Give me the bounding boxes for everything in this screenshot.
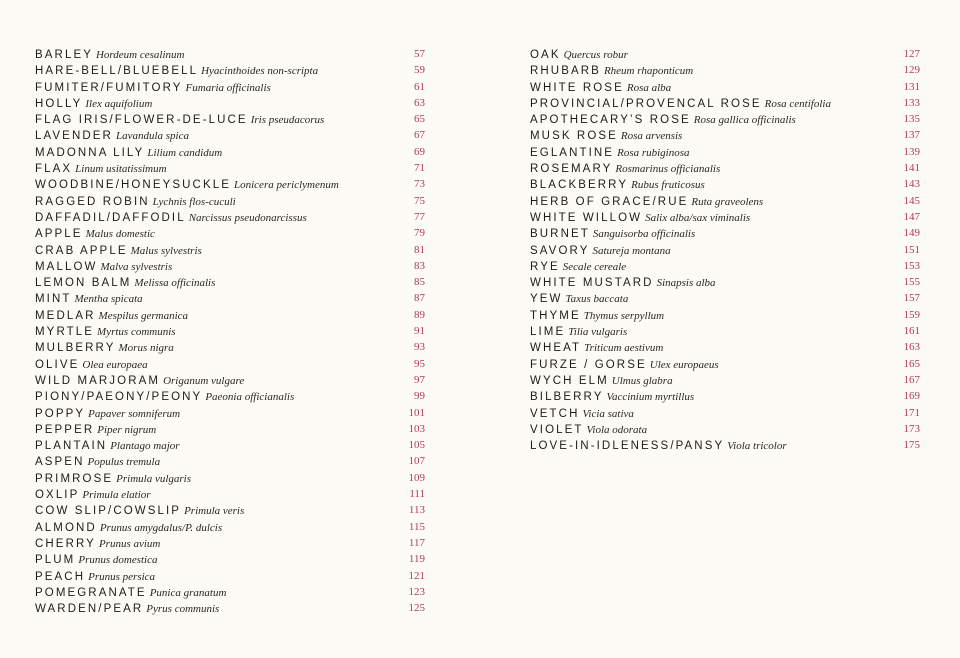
page-number: 147 (903, 210, 920, 223)
plant-latin-name: Punica granatum (149, 586, 227, 599)
contents-entry (35, 437, 425, 453)
plant-latin-name: Morus nigra (118, 342, 174, 355)
plant-latin-name: Iris pseudacorus (250, 114, 325, 127)
plant-latin-name: Plantago major (110, 440, 180, 453)
plant-latin-name: Primula veris (184, 505, 245, 518)
plant-common-name: WHITE WILLOW (530, 211, 643, 224)
contents-entry (530, 274, 920, 290)
plant-common-name: PEPPER (35, 423, 95, 436)
contents-entry (35, 519, 425, 535)
plant-latin-name: Papaver somniferum (88, 407, 181, 420)
contents-entry (530, 372, 920, 388)
plant-latin-name: Sanguisorba officinalis (592, 228, 696, 241)
contents-entry (35, 176, 425, 192)
page-number: 119 (408, 553, 425, 566)
contents-entry (35, 290, 425, 306)
plant-latin-name: Rosa rubiginosa (617, 146, 690, 159)
contents-column-right (530, 46, 920, 453)
contents-entry (35, 356, 425, 372)
plant-latin-name: Malus domestic (85, 228, 155, 241)
page-number: 57 (414, 48, 425, 60)
page-number: 159 (903, 308, 920, 321)
page-number: 85 (414, 276, 425, 289)
page-number: 135 (903, 113, 920, 126)
contents-column-left (35, 46, 425, 616)
plant-latin-name: Prunus amygdalus/P. dulcis (99, 521, 223, 534)
contents-entry (35, 339, 425, 355)
plant-common-name: ROSEMARY (530, 163, 613, 176)
plant-latin-name: Rosa alba (626, 81, 672, 94)
plant-common-name: ASPEN (35, 456, 85, 469)
page-number: 81 (414, 243, 425, 256)
contents-entry (35, 535, 425, 551)
contents-entry (530, 209, 920, 225)
plant-common-name: COW SLIP/COWSLIP (35, 505, 182, 518)
page-number: 169 (903, 390, 920, 403)
plant-common-name: OAK (530, 49, 561, 61)
plant-latin-name: Lilium candidum (147, 146, 223, 159)
page-number: 125 (408, 602, 425, 615)
page-number: 91 (414, 325, 425, 338)
contents-entry (530, 421, 920, 437)
plant-common-name: POMEGRANATE (35, 586, 147, 599)
contents-entry (530, 307, 920, 323)
page-number: 87 (414, 292, 425, 305)
page-number: 109 (408, 471, 425, 484)
plant-common-name: YEW (530, 293, 563, 306)
contents-entry (530, 127, 920, 143)
plant-common-name: OLIVE (35, 358, 80, 371)
page-number: 79 (414, 227, 425, 240)
plant-common-name: RHUBARB (530, 65, 601, 78)
contents-entry (530, 339, 920, 355)
contents-entry (35, 160, 425, 176)
page-number: 107 (408, 455, 425, 468)
contents-entry (35, 584, 425, 600)
page-number: 157 (903, 292, 920, 305)
contents-entry (35, 453, 425, 469)
plant-latin-name: Hyacinthoides non-scripta (201, 65, 319, 78)
plant-latin-name: Paeonia officianalis (205, 391, 295, 404)
plant-common-name: MUSK ROSE (530, 130, 618, 143)
contents-entry (530, 405, 920, 421)
page-number: 89 (414, 308, 425, 321)
plant-latin-name: Sinapsis alba (656, 277, 716, 290)
contents-entry (530, 79, 920, 95)
contents-entry (35, 111, 425, 127)
contents-entry (530, 290, 920, 306)
plant-common-name: FUMITER/FUMITORY (35, 81, 183, 94)
page-number: 111 (409, 488, 425, 501)
contents-entry (530, 144, 920, 160)
plant-common-name: FLAG IRIS/FLOWER-DE-LUCE (35, 114, 248, 127)
contents-entry (530, 356, 920, 372)
plant-common-name: PEACH (35, 570, 86, 583)
page-number: 173 (903, 422, 920, 435)
plant-common-name: WHITE MUSTARD (530, 277, 654, 290)
plant-latin-name: Prunus domestica (78, 554, 158, 567)
plant-latin-name: Vicia sativa (582, 407, 634, 420)
plant-common-name: PROVINCIAL/PROVENCAL ROSE (530, 97, 762, 110)
page-number: 117 (408, 536, 425, 549)
page-number: 99 (414, 390, 425, 403)
plant-common-name: DAFFADIL/DAFFODIL (35, 211, 186, 224)
plant-common-name: PLANTAIN (35, 440, 108, 453)
plant-latin-name: Malva sylvestris (100, 260, 173, 273)
plant-common-name: RYE (530, 260, 560, 273)
plant-common-name: PIONY/PAEONY/PEONY (35, 391, 203, 404)
contents-entry (530, 258, 920, 274)
contents-entry (35, 405, 425, 421)
plant-latin-name: Prunus persica (88, 570, 156, 583)
plant-common-name: BILBERRY (530, 391, 604, 404)
page-number: 83 (414, 259, 425, 272)
plant-latin-name: Ulmus glabra (611, 374, 673, 387)
contents-entry (35, 95, 425, 111)
contents-entry (530, 95, 920, 111)
plant-common-name: ALMOND (35, 521, 97, 534)
contents-entry (35, 568, 425, 584)
plant-latin-name: Rosa arvensis (620, 130, 683, 143)
plant-common-name: FURZE / GORSE (530, 358, 647, 371)
page-number: 75 (414, 194, 425, 207)
contents-entry (530, 225, 920, 241)
page-number: 77 (414, 210, 425, 223)
plant-common-name: POPPY (35, 407, 86, 420)
contents-entry (35, 307, 425, 323)
page-number: 63 (414, 96, 425, 109)
page-number: 67 (414, 129, 425, 142)
plant-latin-name: Tilia vulgaris (568, 326, 628, 339)
page-number: 103 (408, 422, 425, 435)
plant-latin-name: Rosa gallica officinalis (693, 114, 796, 127)
plant-latin-name: Narcissus pseudonarcissus (188, 211, 307, 224)
plant-common-name: LOVE-IN-IDLENESS/PANSY (530, 440, 725, 453)
page-number: 71 (414, 162, 425, 175)
plant-common-name: PRIMROSE (35, 472, 114, 485)
plant-latin-name: Malus sylvestris (130, 244, 202, 257)
contents-entry (35, 470, 425, 486)
page-number: 69 (414, 145, 425, 158)
plant-common-name: APPLE (35, 228, 83, 241)
plant-latin-name: Rosmarinus officianalis (615, 163, 721, 176)
plant-latin-name: Piper nigrum (97, 423, 157, 436)
page-number: 65 (414, 113, 425, 126)
page-number: 61 (414, 80, 425, 93)
plant-latin-name: Lavandula spica (115, 130, 189, 143)
page-number: 151 (903, 243, 920, 256)
contents-entry (530, 323, 920, 339)
plant-latin-name: Viola tricolor (727, 440, 787, 453)
plant-latin-name: Quercus robur (563, 49, 628, 61)
plant-latin-name: Origanum vulgare (163, 374, 245, 387)
plant-latin-name: Salix alba/sax viminalis (645, 211, 751, 224)
page-number: 161 (903, 325, 920, 338)
plant-latin-name: Lychnis flos-cuculi (152, 195, 236, 208)
plant-common-name: OXLIP (35, 489, 80, 502)
contents-entry (35, 46, 425, 62)
plant-common-name: WHITE ROSE (530, 81, 624, 94)
page-number: 155 (903, 276, 920, 289)
contents-entry (35, 127, 425, 143)
plant-common-name: APOTHECARY’S ROSE (530, 114, 691, 127)
plant-latin-name: Primula vulgaris (116, 472, 192, 485)
contents-entry (35, 258, 425, 274)
contents-entry (35, 486, 425, 502)
plant-common-name: MALLOW (35, 260, 98, 273)
page-number: 149 (903, 227, 920, 240)
page-number: 141 (903, 162, 920, 175)
contents-entry (530, 176, 920, 192)
contents-entry (35, 274, 425, 290)
plant-common-name: VETCH (530, 407, 580, 420)
plant-common-name: CHERRY (35, 537, 96, 550)
plant-common-name: LAVENDER (35, 130, 113, 143)
page-number: 127 (903, 48, 920, 60)
page-number: 171 (903, 406, 920, 419)
contents-entry (35, 372, 425, 388)
plant-latin-name: Primula elatior (82, 489, 151, 502)
contents-entry (35, 323, 425, 339)
plant-latin-name: Mespilus germanica (98, 309, 189, 322)
page-number: 101 (408, 406, 425, 419)
plant-common-name: SAVORY (530, 244, 590, 257)
page-number: 95 (414, 357, 425, 370)
plant-common-name: WOODBINE/HONEYSUCKLE (35, 179, 231, 192)
page-number: 97 (414, 373, 425, 386)
plant-common-name: BURNET (530, 228, 590, 241)
contents-entry (530, 437, 920, 453)
contents-entry (35, 209, 425, 225)
plant-latin-name: Hordeum cesalinum (95, 49, 185, 61)
plant-common-name: HARE-BELL/BLUEBELL (35, 65, 199, 78)
contents-entry (35, 502, 425, 518)
page-number: 143 (903, 178, 920, 191)
page-number: 121 (408, 569, 425, 582)
page-number: 73 (414, 178, 425, 191)
plant-common-name: RAGGED ROBIN (35, 195, 150, 208)
page-number: 137 (903, 129, 920, 142)
plant-common-name: CRAB APPLE (35, 244, 128, 257)
page-number: 123 (408, 585, 425, 598)
contents-entry (35, 144, 425, 160)
plant-latin-name: Mentha spicata (74, 293, 143, 306)
plant-common-name: BARLEY (35, 49, 93, 61)
contents-entry (530, 193, 920, 209)
plant-latin-name: Linum usitatissimum (75, 163, 167, 176)
plant-latin-name: Secale cereale (562, 260, 627, 273)
contents-entry (35, 600, 425, 616)
plant-common-name: WARDEN/PEAR (35, 603, 144, 616)
page-number: 167 (903, 373, 920, 386)
plant-latin-name: Triticum aestivum (584, 342, 664, 355)
plant-common-name: MADONNA LILY (35, 146, 145, 159)
plant-common-name: HOLLY (35, 97, 83, 110)
page-number: 165 (903, 357, 920, 370)
plant-common-name: MINT (35, 293, 72, 306)
contents-entry (35, 388, 425, 404)
plant-common-name: FLAX (35, 163, 73, 176)
contents-entry (530, 62, 920, 78)
plant-common-name: HERB OF GRACE/RUE (530, 195, 689, 208)
plant-latin-name: Rosa centifolia (764, 97, 831, 110)
contents-entry (35, 79, 425, 95)
page-number: 59 (414, 64, 425, 77)
contents-entry (35, 242, 425, 258)
plant-latin-name: Prunus avium (98, 537, 161, 550)
plant-latin-name: Melissa officinalis (134, 277, 216, 290)
plant-latin-name: Taxus baccata (565, 293, 629, 306)
plant-common-name: MYRTLE (35, 326, 95, 339)
plant-latin-name: Myrtus communis (97, 326, 176, 339)
plant-common-name: WHEAT (530, 342, 582, 355)
plant-latin-name: Ruta graveolens (691, 195, 764, 208)
plant-common-name: WILD MARJORAM (35, 374, 161, 387)
contents-entry (35, 421, 425, 437)
plant-common-name: BLACKBERRY (530, 179, 629, 192)
contents-entry (35, 551, 425, 567)
contents-entry (530, 160, 920, 176)
plant-latin-name: Ilex aquifolium (85, 97, 153, 110)
plant-common-name: PLUM (35, 554, 76, 567)
contents-entry (530, 111, 920, 127)
contents-entry (530, 242, 920, 258)
plant-common-name: MULBERRY (35, 342, 116, 355)
plant-common-name: VIOLET (530, 423, 584, 436)
contents-entry (530, 46, 920, 62)
plant-latin-name: Thymus serpyllum (583, 309, 665, 322)
plant-common-name: LEMON BALM (35, 277, 132, 290)
page-number: 133 (903, 96, 920, 109)
page-number: 145 (903, 194, 920, 207)
contents-entry (35, 225, 425, 241)
plant-latin-name: Rubus fruticosus (631, 179, 705, 192)
plant-latin-name: Fumaria officinalis (185, 81, 271, 94)
plant-common-name: MEDLAR (35, 309, 96, 322)
plant-latin-name: Viola odorata (586, 423, 648, 436)
page-number: 131 (903, 80, 920, 93)
plant-latin-name: Populus tremula (87, 456, 161, 469)
contents-entry (35, 62, 425, 78)
plant-common-name: THYME (530, 309, 581, 322)
plant-common-name: EGLANTINE (530, 146, 615, 159)
page-number: 105 (408, 439, 425, 452)
plant-latin-name: Ulex europaeus (649, 358, 719, 371)
plant-latin-name: Vaccinium myrtillus (606, 391, 695, 404)
plant-common-name: WYCH ELM (530, 374, 609, 387)
page-number: 113 (408, 504, 425, 517)
plant-latin-name: Rheum rhaponticum (603, 65, 694, 78)
page-number: 163 (903, 341, 920, 354)
contents-entry (530, 388, 920, 404)
page-number: 175 (903, 439, 920, 452)
page-number: 153 (903, 259, 920, 272)
page-number: 129 (903, 64, 920, 77)
plant-latin-name: Lonicera periclymenum (234, 179, 339, 192)
plant-common-name: LIME (530, 326, 566, 339)
page-number: 115 (408, 520, 425, 533)
page-number: 93 (414, 341, 425, 354)
plant-latin-name: Olea europaea (82, 358, 148, 371)
page-number: 139 (903, 145, 920, 158)
contents-entry (35, 193, 425, 209)
plant-latin-name: Satureja montana (592, 244, 671, 257)
plant-latin-name: Pyrus communis (146, 603, 220, 616)
